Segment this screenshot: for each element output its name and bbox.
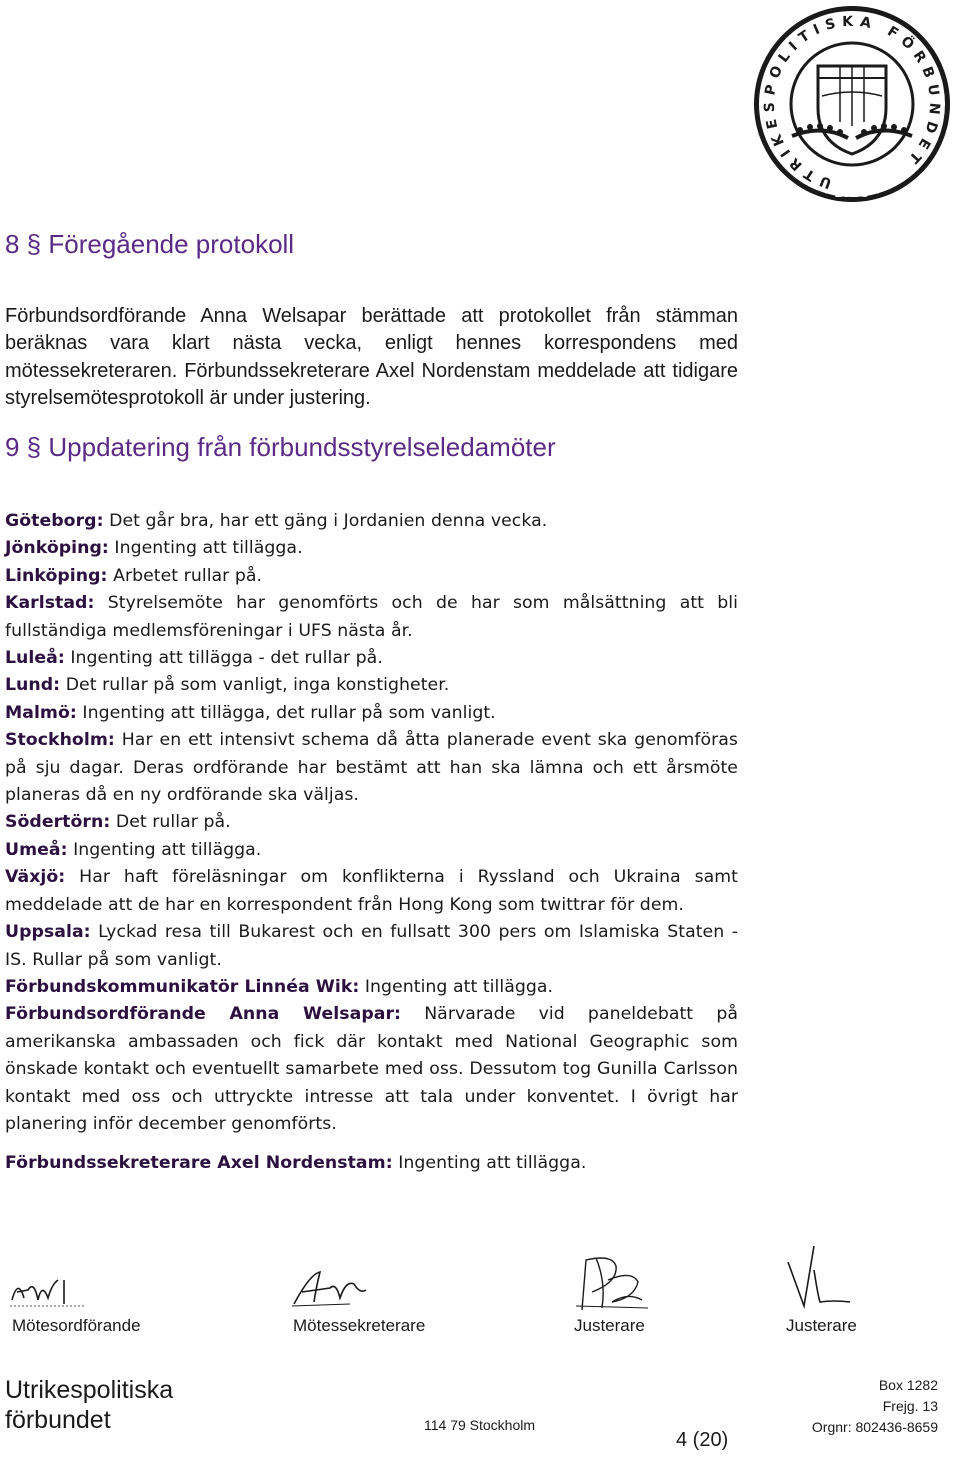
update-label: Lund: [5,675,61,696]
update-text: Det rullar på som vanligt, inga konstigheter. [60,675,450,696]
update-item [5,508,738,535]
update-item [5,974,738,1001]
update-item [5,700,738,727]
update-item [5,645,738,672]
signature-adjuster-2 [784,1240,854,1312]
signature-role-adjuster-1: Justerare [574,1316,645,1335]
footer-organization [5,1375,173,1435]
update-text: Arbetet rullar på. [107,565,263,586]
update-item [5,809,738,836]
logo-year: · 1939 · [824,186,880,201]
update-label: Uppsala: [5,922,91,943]
update-list [5,508,738,1178]
update-text: Ingenting att tillägga. [359,976,554,997]
update-text: Ingenting att tillägga. [392,1153,587,1174]
update-label: Förbundssekreterare Axel Nordenstam: [5,1153,393,1174]
page-number: 4 (20) [676,1429,729,1451]
update-text: Ingenting att tillägga - det rullar på. [64,648,383,669]
update-label: Malmö: [5,702,77,723]
update-text: Har haft föreläsningar om konflikterna i Ryssland och Ukraina samt meddelade att de har en korrespondent från Hong Kong som twittrar för dem. [5,867,738,915]
footer-box: Box 1282 [878,1377,938,1393]
update-label: Umeå: [5,839,68,860]
update-text: Det går bra, har ett gäng i Jordanien denna vecka. [103,511,548,531]
update-item [5,864,738,919]
update-label: Växjö: [5,867,66,888]
signature-chair [8,1270,88,1310]
update-text: Lyckad resa till Bukarest och en fullsatt 300 pers om Islamiska Staten - IS. Rullar på som vanligt. [5,922,738,970]
signature-secretary [290,1268,370,1310]
update-label: Linköping: [5,565,108,586]
signature-role-adjuster-2: Justerare [786,1316,857,1335]
signature-adjuster-1 [572,1252,652,1314]
update-label: Förbundskommunikatör Linnéa Wik: [5,976,360,997]
update-item [5,727,738,809]
update-label: Göteborg: [5,511,104,531]
footer-orgnr: Orgnr: 802436-8659 [811,1419,938,1435]
update-label: Karlstad: [5,593,95,614]
update-text: Ingenting att tillägga, det rullar på som vanligt. [76,702,496,723]
update-label: Luleå: [5,648,65,669]
section-8-body: Förbundsordförande Anna Welsapar berättade att protokollet från stämman beräknas vara klart nästa vecka, enligt hennes korrespondens med mötessekreteraren. Förbundssekreterare Axel Nordenstam meddelade att tidigare styrelsemötesprotokoll är under justering. [5,305,738,409]
signature-role-chair: Mötesordförande [12,1316,141,1335]
update-text: Närvarade vid paneldebatt på amerikanska ambassaden och fick där kontakt med National Geographic som önskade kontakt och eventuellt samarbete med oss. Dessutom tog Gunilla Carlsson kontakt med oss och uttryckte intresse att tala under konventet. I övrigt har planering inför december genomförts. [5,1004,738,1134]
update-text: Ingenting att tillägga. [67,839,262,860]
update-label: Stockholm: [5,730,115,751]
section-9-heading: 9 § Uppdatering från förbundsstyrelseledamöter [5,432,556,462]
update-item [5,919,738,974]
ufs-logo [752,4,952,204]
footer-address [812,1375,938,1438]
update-text: Ingenting att tillägga. [108,538,303,559]
signature-role-secretary: Mötessekreterare [293,1316,426,1335]
update-text: Har en ett intensivt schema då åtta planerade event ska genomföras på sju dagar. Deras ordförande har bestämt att han ska lämna och ett årsmöte planeras då en ny ordförande ska väljas. [5,730,738,806]
update-item [5,1001,738,1138]
update-item [5,1150,738,1177]
update-item [5,590,738,645]
update-label: Södertörn: [5,812,111,833]
footer-org-line-1: Utrikespolitiska [5,1376,174,1404]
update-label: Jönköping: [5,538,109,559]
update-text: Styrelsemöte har genomförts och de har som målsättning att bli fullständiga medlemsföreningar i UFS nästa år. [5,593,738,641]
footer-city: 114 79 Stockholm [424,1417,536,1433]
update-label: Förbundsordförande Anna Welsapar: [5,1004,401,1025]
footer-street: Frejg. 13 [882,1398,938,1414]
update-item [5,672,738,699]
update-item [5,535,738,562]
update-text: Det rullar på. [110,812,231,833]
logo-ring-text: UTRIKESPOLITISKA FÖRBUNDET [762,13,943,192]
update-item [5,563,738,590]
section-8-heading: 8 § Föregående protokoll [5,229,295,259]
footer-org-line-2: förbundet [5,1406,111,1434]
update-item [5,837,738,864]
